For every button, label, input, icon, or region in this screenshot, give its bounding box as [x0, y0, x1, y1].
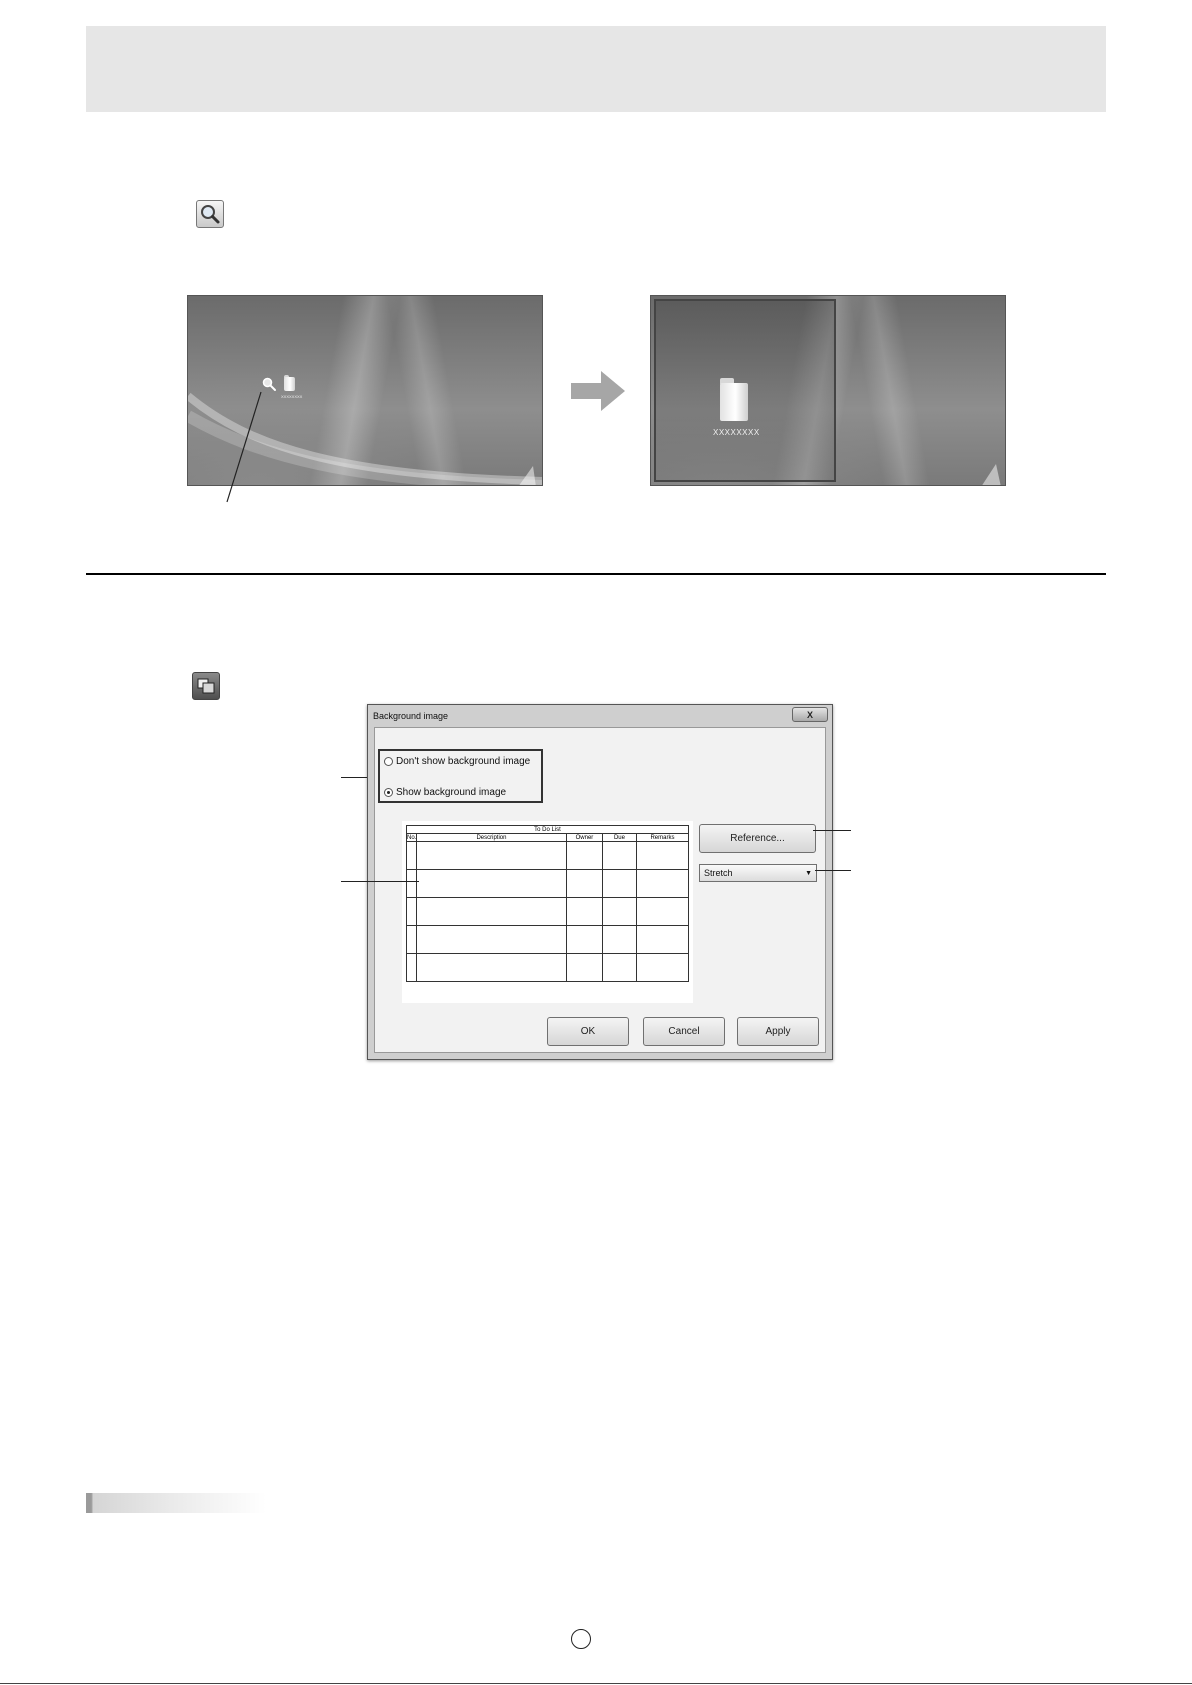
callout-line-preview — [341, 881, 419, 882]
column-header: No. — [407, 834, 417, 841]
magnifier-tool-button[interactable] — [196, 200, 224, 228]
fit-mode-select[interactable] — [699, 864, 817, 882]
callout-line-select — [815, 870, 851, 871]
chevron-down-icon: ▼ — [805, 869, 812, 877]
folder-label: XXXXXXXX — [713, 428, 760, 437]
footer-rule — [0, 1683, 1192, 1684]
background-option-group — [378, 749, 543, 803]
option-show-background[interactable] — [384, 787, 506, 798]
column-header: Description — [417, 834, 567, 842]
radio-button[interactable] — [384, 757, 393, 766]
background-image-icon — [193, 673, 219, 699]
cancel-button[interactable]: Cancel — [643, 1017, 725, 1046]
option-label: Show background image — [396, 787, 507, 798]
table-row — [407, 842, 689, 870]
callout-line-reference — [813, 830, 851, 831]
table-row — [407, 926, 689, 954]
magnifier-icon — [197, 201, 223, 227]
background-preview — [402, 821, 693, 1003]
radio-button-selected[interactable] — [384, 788, 393, 797]
ok-button[interactable]: OK — [547, 1017, 629, 1046]
table-row — [407, 870, 689, 898]
close-icon: X — [806, 709, 813, 720]
note-heading-bar — [86, 1493, 266, 1513]
desktop-screenshot-after — [650, 295, 1006, 486]
todo-title: To Do List — [407, 826, 689, 834]
column-header: Remarks — [636, 834, 688, 842]
background-image-dialog — [367, 704, 833, 1060]
table-row — [407, 898, 689, 926]
background-image-tool-button[interactable] — [192, 672, 220, 700]
select-value: Stretch — [704, 868, 733, 878]
right-arrow-icon — [571, 371, 625, 411]
column-header: Due — [602, 834, 636, 842]
apply-button[interactable]: Apply — [737, 1017, 819, 1046]
magnifier-callout-line — [225, 390, 265, 505]
option-label: Don't show background image — [396, 756, 531, 767]
reference-button[interactable]: Reference... — [699, 824, 816, 853]
swoosh-decoration — [651, 296, 1006, 486]
close-button[interactable] — [792, 707, 828, 722]
section-divider — [86, 573, 1106, 575]
dialog-body — [374, 727, 826, 1053]
page-number-marker — [571, 1629, 591, 1649]
header-band — [86, 26, 1106, 112]
column-header: Owner — [566, 834, 602, 842]
table-row — [407, 954, 689, 982]
dialog-title: Background image — [373, 711, 449, 721]
todo-list-preview — [406, 825, 689, 982]
folder-label: XXXXXXXX — [281, 394, 303, 399]
callout-line-option-group — [341, 777, 367, 778]
option-hide-background[interactable] — [384, 756, 530, 767]
